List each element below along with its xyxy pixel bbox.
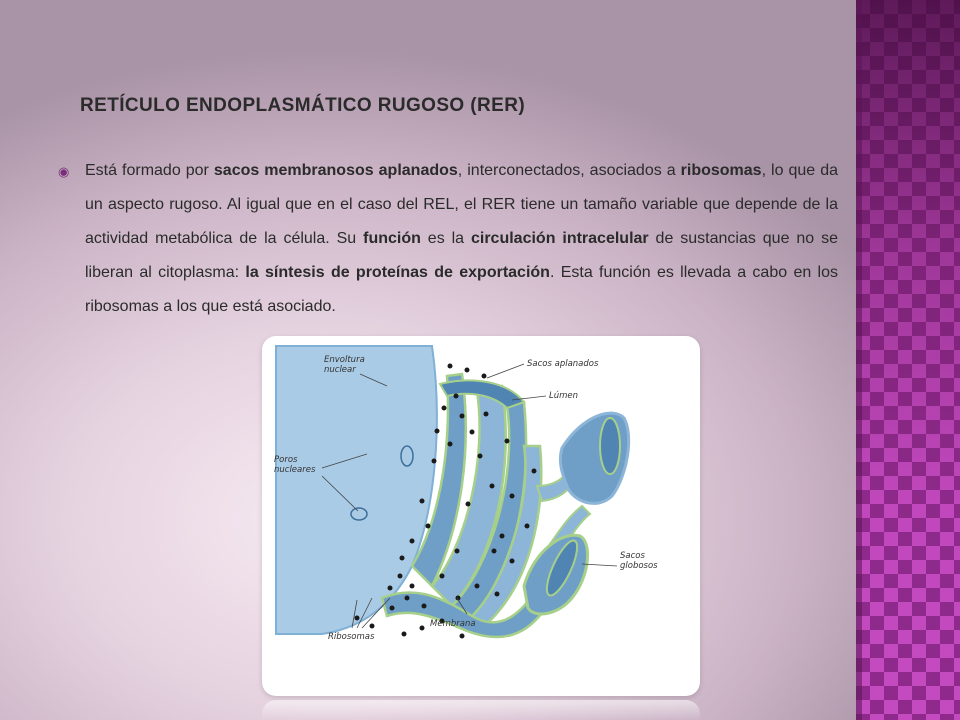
text-segment: , interconectados, asociados a — [457, 162, 681, 179]
label-sacos-globosos-2: globosos — [620, 561, 658, 571]
bullet-icon: ◉ — [58, 164, 70, 179]
nuclear-envelope — [276, 346, 437, 634]
globular-sac-opening — [600, 418, 620, 474]
text-segment: , lo que da un aspecto rugoso. Al igual que en el caso del REL, el RER tiene un tamaño variable que depende de la actividad metabólica de la célula. Su — [85, 162, 839, 247]
bold-term: sacos membranosos aplanados — [213, 162, 458, 179]
text-segment: Está formado por — [85, 162, 214, 179]
bold-term: la síntesis de proteínas de exportación — [245, 264, 550, 281]
bold-term: ribosomas — [680, 162, 762, 179]
label-poros-2: nucleares — [274, 465, 316, 475]
label-sacos-aplanados: Sacos aplanados — [527, 359, 599, 369]
text-segment: es la — [420, 230, 471, 247]
bold-term: función — [363, 230, 421, 247]
slide-title: RETÍCULO ENDOPLASMÁTICO RUGOSO (RER) — [80, 95, 526, 116]
label-membrana: Membrana — [430, 619, 476, 629]
text-segment: de sustancias que no se liberan al citoplasma: — [85, 230, 839, 281]
text-segment: . Esta función es llevada a cabo en los ribosomas a los que está asociado. — [85, 264, 839, 315]
image-reflection — [262, 700, 700, 720]
label-sacos-globosos-1: Sacos — [620, 551, 645, 561]
bold-term: circulación intracelular — [470, 230, 649, 247]
label-ribosomas: Ribosomas — [328, 632, 375, 642]
label-poros-1: Poros — [274, 455, 298, 465]
label-lumen: Lúmen — [549, 391, 579, 401]
nuclear-pore — [351, 508, 367, 520]
body-paragraph — [85, 154, 838, 324]
nuclear-pore — [401, 446, 413, 466]
label-envoltura-1: Envoltura — [324, 355, 365, 365]
label-envoltura-2: nuclear — [324, 365, 356, 375]
rer-diagram — [262, 336, 700, 696]
decorative-side-band — [856, 0, 960, 720]
